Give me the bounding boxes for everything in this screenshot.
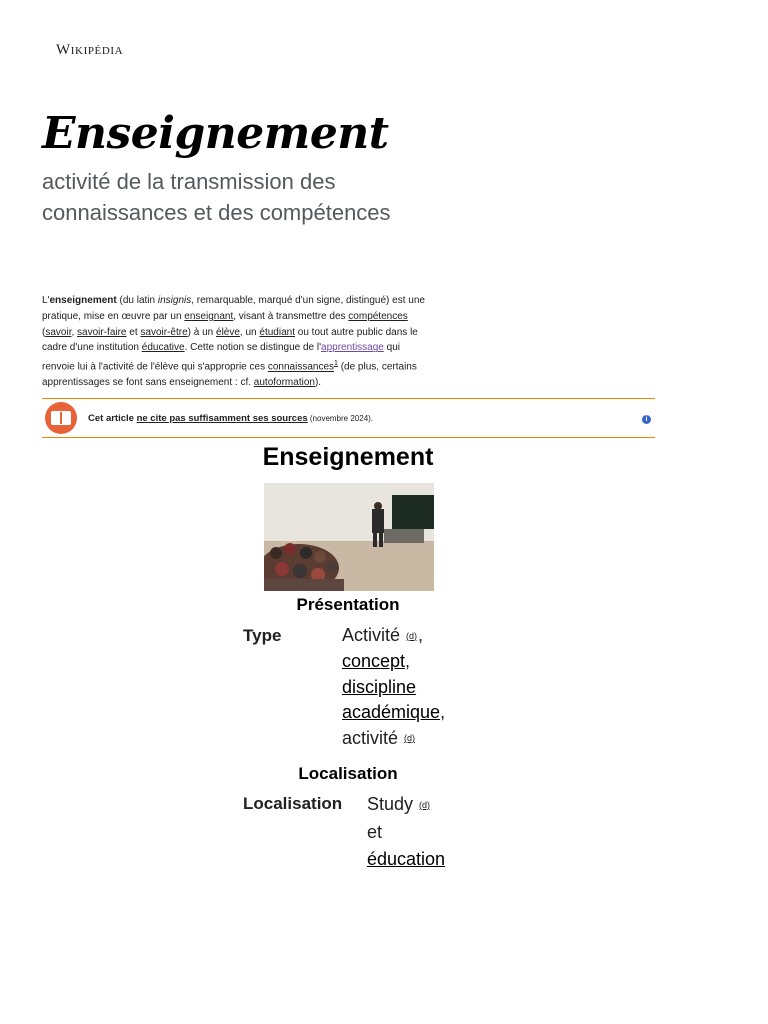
intro-text: (du latin <box>116 295 158 306</box>
loc-and: et <box>367 821 383 842</box>
intro-text: . Cette notion se distingue de l' <box>184 342 322 354</box>
intro-text: L' <box>42 295 50 306</box>
intro-text: ) à un <box>187 326 217 338</box>
wikidata-icon[interactable]: (d) <box>404 733 416 743</box>
link-connaissances[interactable]: connaissances <box>267 361 335 373</box>
type-activite-lower: activité <box>342 727 399 748</box>
section-presentation: Présentation <box>296 595 400 614</box>
link-competences[interactable]: compétences <box>348 310 408 322</box>
link-savoir-faire[interactable]: savoir-faire <box>77 326 127 338</box>
link-savoir-etre[interactable]: savoir-être <box>140 326 188 338</box>
separator: , <box>418 625 424 645</box>
localisation-label: Localisation <box>243 794 343 813</box>
page-subtitle: activité de la transmission des connaissances et des compétences <box>42 169 391 225</box>
classroom-photo[interactable] <box>264 483 434 591</box>
reference-link[interactable]: 1 <box>334 360 338 368</box>
intro-bold-term: enseignement <box>49 295 117 306</box>
infobox-title: Enseignement <box>262 443 434 471</box>
type-activite: Activité <box>342 625 401 645</box>
intro-text: ( <box>42 326 46 338</box>
link-autoformation[interactable]: autoformation <box>253 377 315 389</box>
link-savoir[interactable]: savoir <box>45 326 72 338</box>
type-label: Type <box>243 626 282 645</box>
wikidata-icon[interactable]: (d) <box>406 630 418 641</box>
link-education[interactable]: éducation <box>367 848 446 869</box>
intro-text: et <box>126 326 141 338</box>
link-academique[interactable]: académique <box>342 702 441 722</box>
sources-warning-box <box>42 398 655 438</box>
wikipedia-wordmark[interactable] <box>56 42 123 59</box>
page-title: Enseignement <box>42 108 389 159</box>
warning-link[interactable]: ne cite pas suffisamment ses sources <box>136 412 308 424</box>
intro-text: , visant à transmettre des <box>233 310 349 322</box>
warning-prefix: Cet article <box>88 412 137 424</box>
type-values <box>342 623 472 752</box>
intro-text: qui renvoie lui à l'activité de l'élève qui s'approprie ces <box>42 342 400 373</box>
link-concept[interactable]: concept <box>342 651 406 671</box>
link-educative[interactable]: éducative <box>141 342 185 354</box>
intro-text: , un <box>239 326 260 338</box>
link-eleve[interactable]: élève <box>216 326 240 338</box>
info-icon[interactable]: i <box>642 415 651 424</box>
warning-text <box>88 413 373 424</box>
intro-text: (de plus, certains apprentissages se font sans enseignement : cf. <box>42 361 417 389</box>
intro-text: ou tout autre public dans le cadre d'une institution <box>42 326 418 354</box>
section-localisation: Localisation <box>298 764 398 783</box>
link-enseignant[interactable]: enseignant <box>184 310 234 322</box>
warning-date: (novembre 2024). <box>307 413 374 423</box>
localisation-values <box>367 791 477 873</box>
intro-text: ). <box>314 377 322 389</box>
intro-text: , <box>71 326 78 338</box>
separator: , <box>405 651 411 671</box>
intro-text: , remarquable, marqué d'un signe, distingué) est une pratique, mise en œuvre par un <box>42 295 425 322</box>
wikidata-icon[interactable]: (d) <box>419 799 431 810</box>
link-discipline[interactable]: discipline <box>342 676 417 697</box>
link-apprentissage[interactable]: apprentissage <box>321 342 384 354</box>
book-question-icon <box>45 402 77 434</box>
loc-study: Study <box>367 794 414 814</box>
intro-paragraph <box>42 293 432 391</box>
link-etudiant[interactable]: étudiant <box>259 326 295 338</box>
separator: , <box>440 702 446 722</box>
intro-italic-term: insignis <box>157 295 192 306</box>
wordmark-text: Wikipédia <box>56 42 124 58</box>
